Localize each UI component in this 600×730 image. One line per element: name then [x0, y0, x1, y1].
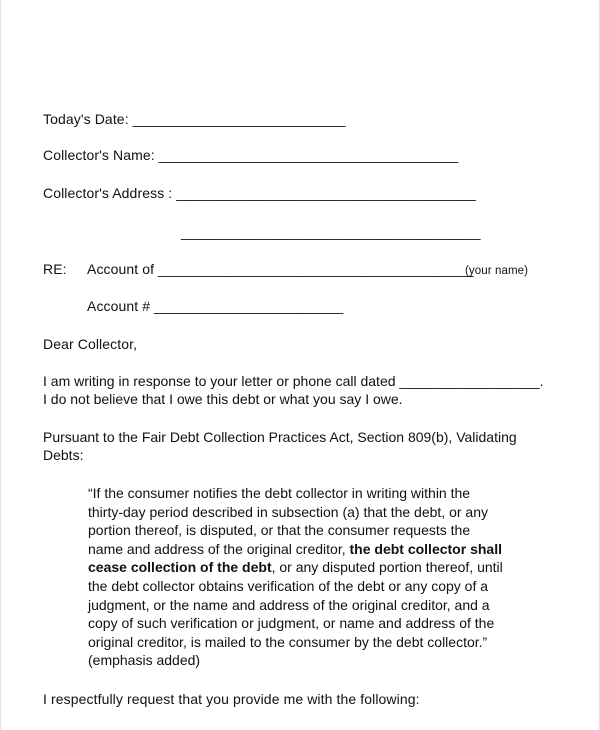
quote-text: name and address of the original creditor,: [88, 540, 350, 557]
quote-line: [88, 558, 528, 577]
your-name-note: (your name): [465, 265, 529, 277]
quote-line: portion thereof, is disputed, or that the consumer requests the: [88, 522, 471, 539]
collectors-name-field: Collector's Name: ______________________________________: [43, 147, 459, 163]
quote-line: thirty-day period described in subsection (a) that the debt, or any: [88, 503, 488, 520]
collectors-address-field: Collector's Address : ______________________________________: [43, 185, 476, 201]
quote-line: [88, 540, 528, 559]
quote-line: the debt collector obtains verification of the debt or any copy of a: [88, 577, 489, 594]
salutation: Dear Collector,: [43, 336, 138, 352]
account-number-field: Account # ________________________: [87, 298, 344, 314]
quote-line: copy of such verification or judgment, or name and address of the: [88, 615, 495, 632]
paragraph-fdcpa: [43, 428, 563, 464]
quote-line: (emphasis added): [88, 652, 201, 669]
quote-text: , or any disputed portion thereof, until: [271, 559, 503, 576]
address-line-2: ______________________________________: [181, 224, 481, 240]
request-paragraph: I respectfully request that you provide me with the following:: [43, 691, 420, 707]
account-of-field: Account of ________________________________________: [87, 261, 474, 277]
paragraph-line: I do not believe that I owe this debt or what you say I owe.: [43, 391, 403, 407]
paragraph-line: I am writing in response to your letter or phone call dated __________________.: [43, 373, 544, 389]
todays-date-field: Today's Date: ___________________________: [43, 111, 346, 127]
paragraph-response: [43, 372, 563, 408]
quote-emphasis: cease collection of the debt: [88, 559, 272, 576]
quote-emphasis: the debt collector shall: [349, 540, 502, 557]
quote-line: judgment, or the name and address of the original creditor, and a: [88, 596, 490, 613]
re-label: RE:: [43, 261, 67, 277]
statute-quote: [88, 484, 528, 670]
paragraph-line: Debts:: [43, 447, 84, 463]
quote-line: original creditor, is mailed to the consumer by the debt collector.”: [88, 633, 488, 650]
quote-line: “If the consumer notifies the debt collector in writing within the: [88, 485, 471, 501]
paragraph-line: Pursuant to the Fair Debt Collection Practices Act, Section 809(b), Validating: [43, 429, 517, 445]
